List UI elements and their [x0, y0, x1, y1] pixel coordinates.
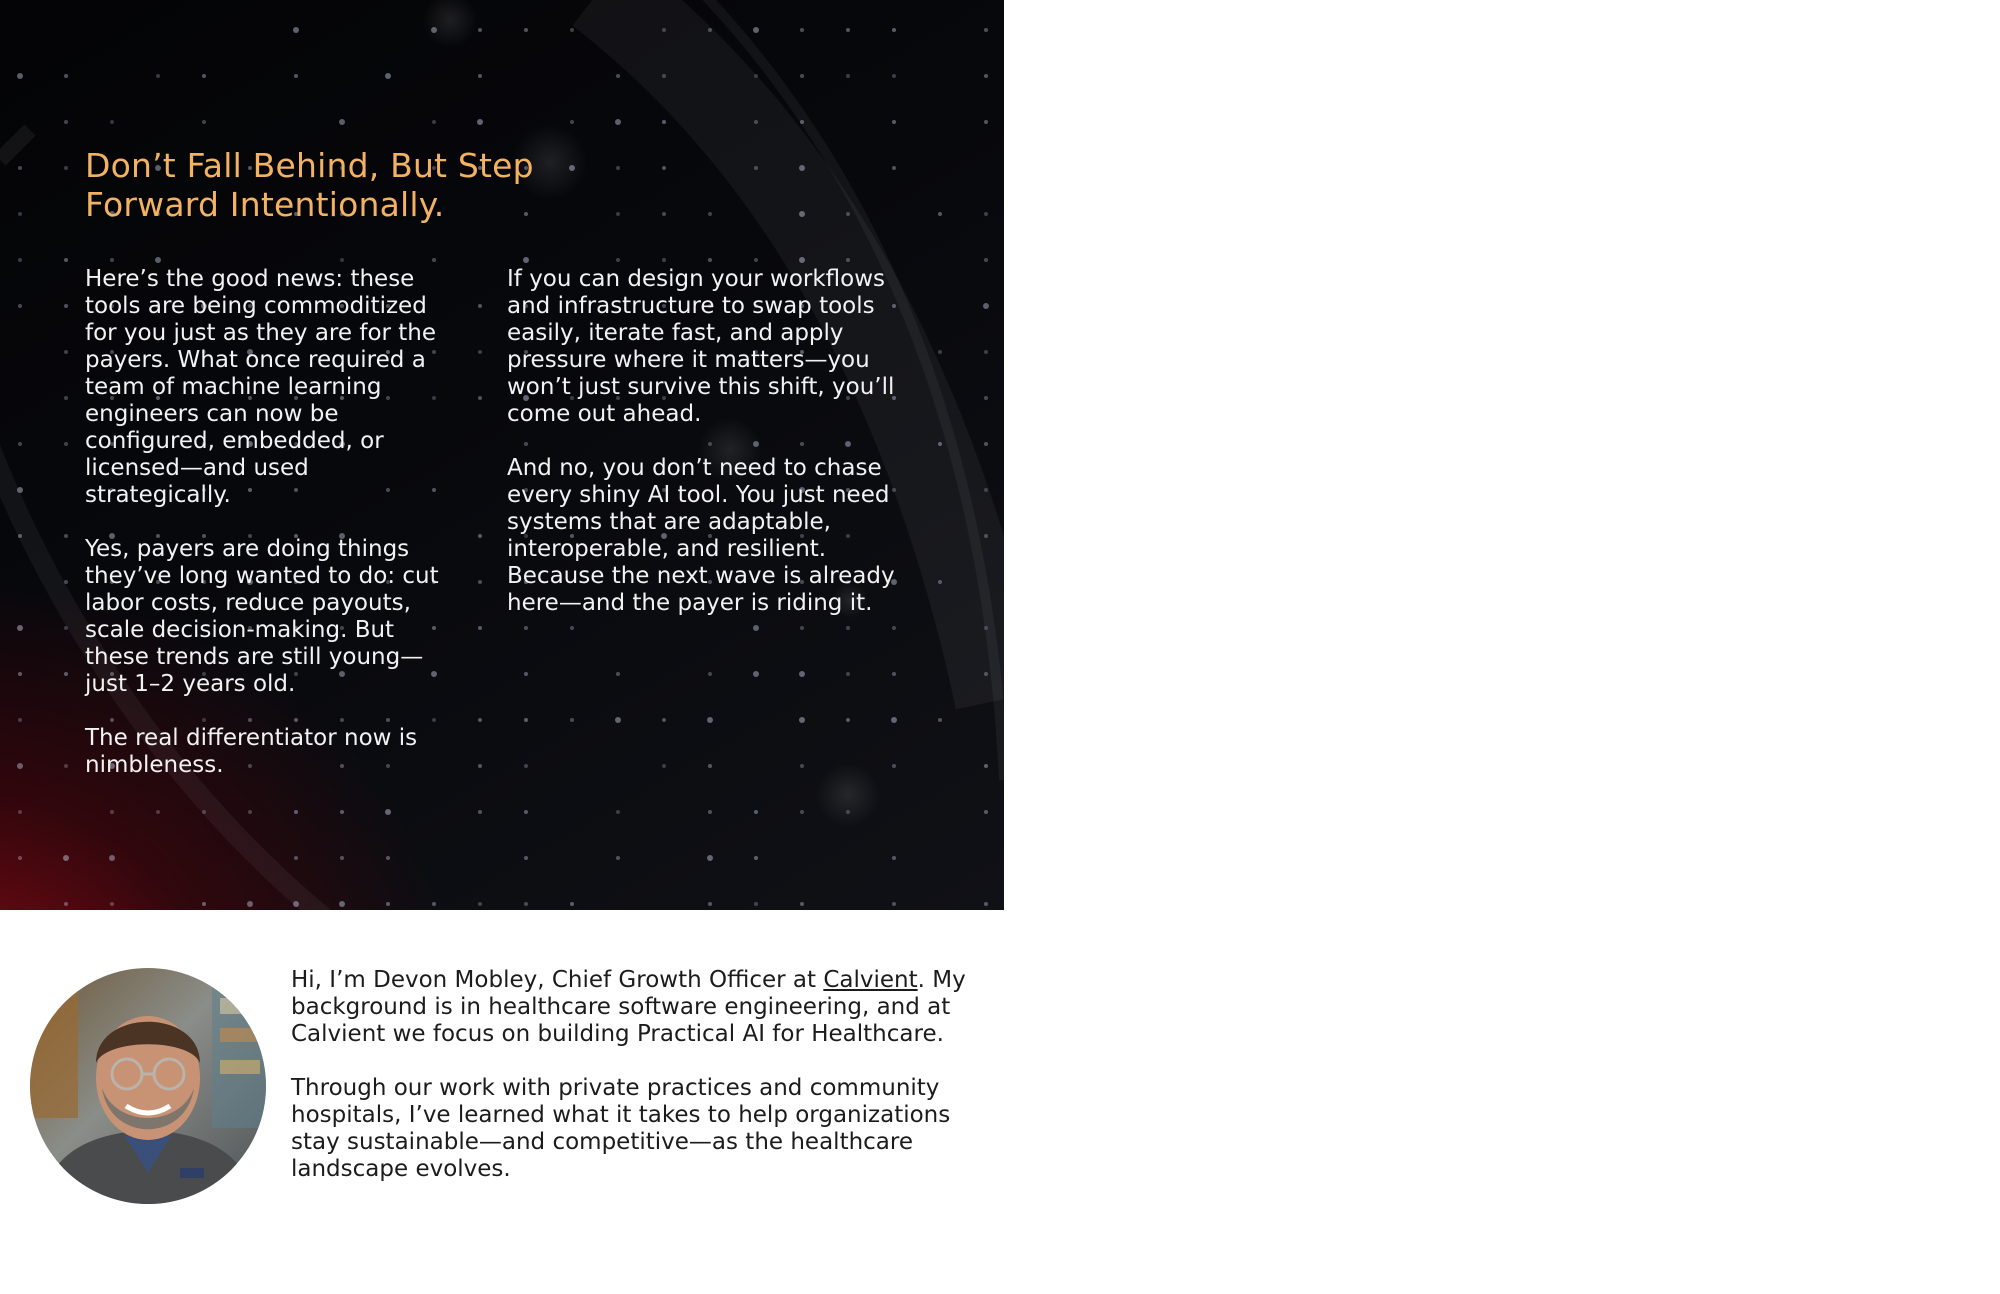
bio-paragraph: Through our work with private practices and community hospitals, I’ve learned what it takes to help organizations stay sustainable—and competitive—as the healthcare landscape evolves. — [291, 1075, 951, 1182]
decor-dot — [800, 120, 804, 124]
decor-dot — [892, 28, 896, 32]
author-bio-section — [0, 910, 1004, 1294]
decor-dot — [247, 901, 253, 907]
decor-dot — [110, 902, 114, 906]
decor-dot — [800, 810, 804, 814]
decor-dot — [708, 764, 712, 768]
decor-dot — [616, 74, 620, 78]
decor-dot — [478, 580, 482, 584]
decor-dot — [799, 211, 805, 217]
decor-dot — [477, 119, 483, 125]
decor-dot — [662, 718, 666, 722]
decor-dot — [432, 258, 436, 262]
decor-dot — [938, 442, 942, 446]
decor-dot — [938, 212, 942, 216]
decor-dot — [892, 120, 896, 124]
decor-dot — [616, 166, 620, 170]
decor-dot — [984, 258, 988, 262]
decor-dot — [800, 28, 804, 32]
decor-dot — [64, 120, 68, 124]
decor-dot — [616, 258, 620, 262]
decor-dot — [478, 810, 482, 814]
decor-dot — [984, 74, 988, 78]
decor-dot — [662, 120, 666, 124]
decor-dot — [18, 856, 22, 860]
decor-dot — [110, 810, 114, 814]
decor-dot — [662, 764, 666, 768]
decor-dot — [18, 810, 22, 814]
decor-dot — [294, 856, 298, 860]
avatar — [30, 968, 266, 1204]
section-title: Don’t Fall Behind, But Step Forward Intentionally. — [85, 146, 534, 224]
decor-dot — [478, 902, 482, 906]
decor-dot — [431, 27, 437, 33]
avatar-photo-icon — [30, 968, 266, 1204]
decor-dot — [892, 856, 896, 860]
decor-dot — [156, 810, 160, 814]
decor-dot — [800, 902, 804, 906]
decor-dot — [984, 626, 988, 630]
decor-dot — [18, 718, 22, 722]
decor-dot — [339, 119, 345, 125]
hero-section — [0, 0, 1004, 910]
decor-dot — [17, 73, 23, 79]
decor-dot — [18, 534, 22, 538]
decor-dot — [707, 717, 713, 723]
decor-dot — [754, 902, 758, 906]
decor-dot — [708, 258, 712, 262]
decor-dot — [892, 74, 896, 78]
decor-dot — [385, 73, 391, 79]
decor-dot — [385, 809, 391, 815]
decor-dot — [754, 166, 758, 170]
decor-dot — [616, 856, 620, 860]
decor-dot — [892, 672, 896, 676]
decor-dot — [984, 442, 988, 446]
decor-dot — [64, 350, 68, 354]
decor-dot — [846, 212, 850, 216]
decor-dot — [340, 810, 344, 814]
decor-dot — [432, 902, 436, 906]
decor-dot — [478, 304, 482, 308]
decor-dot — [432, 120, 436, 124]
decor-dot — [64, 442, 68, 446]
decor-dot — [800, 764, 804, 768]
decor-dot — [753, 671, 759, 677]
decor-dot — [984, 902, 988, 906]
bio-intro-after-link: . My background is in healthcare software engineering, and at Calvient we focus on building Practical AI for Healthcare. — [291, 967, 966, 1047]
bio-intro-before-link: Hi, I’m Devon Mobley, Chief Growth Officer at — [291, 967, 824, 993]
decor-dot — [708, 672, 712, 676]
decor-dot — [524, 902, 528, 906]
decor-dot — [17, 487, 23, 493]
paragraph: The real differentiator now is nimbleness. — [85, 725, 418, 778]
decor-dot — [18, 672, 22, 676]
decor-dot — [202, 120, 206, 124]
decor-dot — [478, 396, 482, 400]
decor-dot — [662, 258, 666, 262]
decor-dot — [892, 166, 896, 170]
decor-dot — [754, 810, 758, 814]
decor-dot — [524, 718, 528, 722]
decor-dot — [846, 74, 850, 78]
decor-dot — [293, 27, 299, 33]
decor-dot — [984, 212, 988, 216]
decor-dot — [662, 212, 666, 216]
calvient-link[interactable]: Calvient — [823, 967, 918, 993]
decor-dot — [524, 672, 528, 676]
decor-dot — [64, 764, 68, 768]
decor-dot — [891, 717, 897, 723]
decor-dot — [478, 74, 482, 78]
decor-dot — [708, 902, 712, 906]
decor-dot — [340, 856, 344, 860]
decor-dot — [570, 902, 574, 906]
decor-dot — [64, 304, 68, 308]
decor-dot — [478, 718, 482, 722]
decor-dot — [984, 488, 988, 492]
decor-dot — [984, 120, 988, 124]
paragraph: Here’s the good news: these tools are being commoditized for you just as they are for the payers. What once required a team of machine learning engineers can now be configured, embedded, or licensed—and used strategically. — [85, 266, 437, 508]
decor-dot — [293, 901, 299, 907]
decor-dot — [707, 855, 713, 861]
paragraph: If you can design your workflows and infrastructure to swap tools easily, iterate fast, and apply pressure where it matters—you won’t just survive this shift, you’ll come out ahead. — [507, 266, 895, 427]
decor-dot — [18, 166, 22, 170]
decor-dot — [523, 257, 529, 263]
bio-text — [291, 967, 991, 1210]
decor-dot — [708, 212, 712, 216]
decor-dot — [799, 717, 805, 723]
decor-dot — [570, 718, 574, 722]
decor-dot — [109, 855, 115, 861]
decor-dot — [386, 902, 390, 906]
paragraph: Yes, payers are doing things they’ve long wanted to do: cut labor costs, reduce payouts, scale decision-making. But these trends are still young—just 1–2 years old. — [85, 536, 439, 697]
decor-dot — [155, 257, 161, 263]
decor-dot — [340, 258, 344, 262]
decor-dot — [846, 718, 850, 722]
bio-intro — [291, 967, 991, 1048]
decor-dot — [478, 350, 482, 354]
decor-dot — [18, 304, 22, 308]
decor-dot — [615, 717, 621, 723]
decor-dot — [524, 764, 528, 768]
decor-dot — [64, 626, 68, 630]
left-column — [85, 266, 460, 806]
decor-dot — [799, 165, 805, 171]
decor-dot — [938, 350, 942, 354]
decor-dot — [64, 580, 68, 584]
decor-dot — [984, 350, 988, 354]
decor-dot — [938, 718, 942, 722]
decor-dot — [799, 671, 805, 677]
decor-dot — [753, 27, 759, 33]
decor-dot — [478, 28, 482, 32]
decor-dot — [18, 212, 22, 216]
decor-dot — [754, 74, 758, 78]
decor-dot — [662, 166, 666, 170]
paragraph: And no, you don’t need to chase every shiny AI tool. You just need systems that are adaptable, interoperable, and resilient. Because the next wave is already here—and the payer is riding it. — [507, 455, 895, 616]
decor-dot — [846, 672, 850, 676]
decor-dot — [708, 810, 712, 814]
decor-dot — [64, 74, 68, 78]
decor-dot — [754, 120, 758, 124]
decor-dot — [478, 764, 482, 768]
decor-dot — [708, 28, 712, 32]
decor-dot — [800, 74, 804, 78]
decor-dot — [64, 396, 68, 400]
decor-dot — [892, 764, 896, 768]
decor-dot — [846, 258, 850, 262]
decor-dot — [63, 855, 69, 861]
decor-dot — [294, 810, 298, 814]
decor-dot — [984, 672, 988, 676]
decor-dot — [616, 212, 620, 216]
decor-dot — [339, 901, 345, 907]
decor-dot — [754, 258, 758, 262]
decor-dot — [524, 28, 528, 32]
decor-dot — [18, 258, 22, 262]
decor-dot — [110, 120, 114, 124]
decor-dot — [478, 534, 482, 538]
decor-dot — [524, 856, 528, 860]
decor-dot — [616, 672, 620, 676]
decor-dot — [64, 902, 68, 906]
decor-dot — [984, 764, 988, 768]
right-column — [507, 266, 902, 644]
decor-dot — [248, 810, 252, 814]
decor-dot — [983, 303, 989, 309]
decor-dot — [64, 672, 68, 676]
decor-dot — [18, 442, 22, 446]
decor-dot — [202, 902, 206, 906]
decor-dot — [984, 534, 988, 538]
decor-dot — [17, 625, 23, 631]
decor-dot — [156, 74, 160, 78]
decor-dot — [799, 257, 805, 263]
decor-dot — [938, 580, 942, 584]
decor-dot — [615, 119, 621, 125]
decor-dot — [570, 120, 574, 124]
decor-dot — [892, 902, 896, 906]
decor-dot — [294, 74, 298, 78]
decor-dot — [386, 856, 390, 860]
decor-dot — [846, 810, 850, 814]
decor-dot — [984, 810, 988, 814]
decor-dot — [202, 74, 206, 78]
decor-dot — [478, 626, 482, 630]
decor-dot — [754, 856, 758, 860]
decor-dot — [846, 28, 850, 32]
decor-dot — [570, 28, 574, 32]
decor-dot — [202, 810, 206, 814]
decor-dot — [64, 166, 68, 170]
decor-dot — [662, 74, 666, 78]
decor-dot — [662, 28, 666, 32]
decor-dot — [524, 810, 528, 814]
decor-dot — [17, 763, 23, 769]
decor-dot — [984, 396, 988, 400]
decor-dot — [616, 810, 620, 814]
decor-dot — [64, 534, 68, 538]
decor-dot — [64, 258, 68, 262]
decor-dot — [984, 28, 988, 32]
decor-dot — [110, 258, 114, 262]
